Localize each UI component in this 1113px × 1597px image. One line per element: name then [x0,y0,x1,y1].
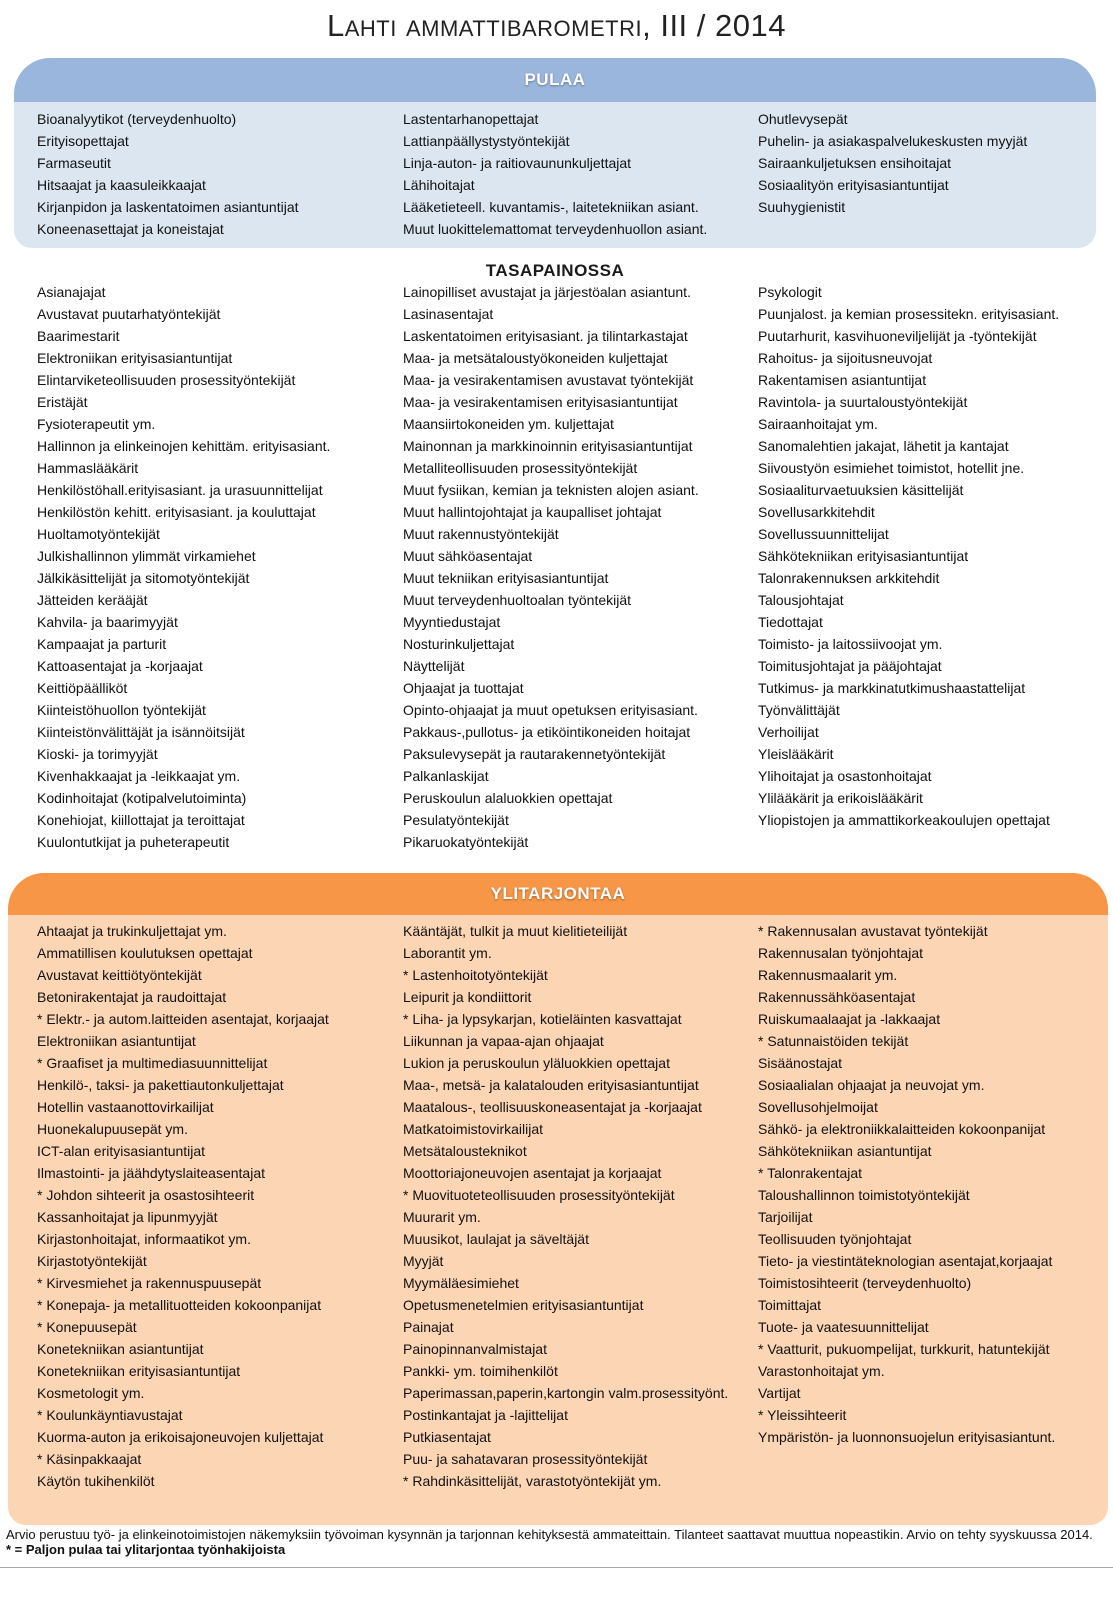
list-item: Siivoustyön esimiehet toimistot, hotellit jne. [758,460,1025,476]
list-item: ICT-alan erityisasiantuntijat [37,1143,206,1159]
list-item: Yliopistojen ja ammattikorkeakoulujen opettajat [758,812,1050,828]
list-item: Rahoitus- ja sijoitusneuvojat [758,350,933,366]
ylitarjontaa-column-3 [758,920,1055,1448]
list-item: * Kirvesmiehet ja rakennuspuusepät [37,1275,262,1291]
list-item: Kattoasentajat ja -korjaajat [37,658,203,674]
footer-note: * = Paljon pulaa tai ylitarjontaa työnhakijoista [6,1542,286,1557]
list-item: Linja-auton- ja raitiovaununkuljettajat [403,155,632,171]
list-item: Ravintola- ja suurtaloustyöntekijät [758,394,968,410]
list-item: Tieto- ja viestintäteknologian asentajat,korjaajat [758,1253,1053,1269]
list-item: Maa- ja metsätaloustyökoneiden kuljettajat [403,350,668,366]
tasapainossa-column-1 [37,281,330,853]
list-item: Sähkötekniikan erityisasiantuntijat [758,548,969,564]
list-item: * Koulunkäyntiavustajat [37,1407,183,1423]
tasapainossa-column-2 [403,281,699,853]
list-item: * Talonrakentajat [758,1165,863,1181]
list-item: Kioski- ja torimyyjät [37,746,158,762]
list-item: Kiinteistöhuollon työntekijät [37,702,206,718]
list-item: Muut fysiikan, kemian ja teknisten alojen asiant. [403,482,699,498]
list-item: Tarjoilijat [758,1209,813,1225]
list-item: Kirjastonhoitajat, informaatikot ym. [37,1231,251,1247]
list-item: Avustavat puutarhatyöntekijät [37,306,221,322]
list-item: Painajat [403,1319,454,1335]
list-item: Psykologit [758,284,822,300]
list-item: Rakentamisen asiantuntijat [758,372,927,388]
list-item: Rakennusalan työnjohtajat [758,945,924,961]
list-item: Sosiaaliturvaetuuksien käsittelijät [758,482,964,498]
list-item: Kiinteistönvälittäjät ja isännöitsijät [37,724,245,740]
list-item: Taloushallinnon toimistotyöntekijät [758,1187,970,1203]
list-item: Hotellin vastaanottovirkailijat [37,1099,214,1115]
list-item: Henkilö-, taksi- ja pakettiautonkuljettajat [37,1077,284,1093]
list-item: Henkilöstöhall.erityisasiant. ja urasuunnittelijat [37,482,323,498]
list-item: Putkiasentajat [403,1429,491,1445]
list-item: Muurarit ym. [403,1209,481,1225]
list-item: Tutkimus- ja markkinatutkimushaastattelijat [758,680,1026,696]
list-item: Konetekniikan asiantuntijat [37,1341,204,1357]
list-item: Tuote- ja vaatesuunnittelijat [758,1319,929,1335]
list-item: Metsätalousteknikot [403,1143,527,1159]
list-item: Nosturinkuljettajat [403,636,515,652]
list-item: Sähkö- ja elektroniikkalaitteiden kokoonpanijat [758,1121,1046,1137]
list-item: Sairaankuljetuksen ensihoitajat [758,155,952,171]
section-header-pulaa [14,58,1096,102]
list-item: Myyntiedustajat [403,614,501,630]
list-item: Työnvälittäjät [758,702,840,718]
list-item: Puutarhurit, kasvihuoneviljelijät ja -työntekijät [758,328,1037,344]
list-item: Sovellussuunnittelijat [758,526,889,542]
list-item: Leipurit ja kondiittorit [403,989,532,1005]
list-item: Keittiöpäälliköt [37,680,128,696]
list-item: Muut terveydenhuoltoalan työntekijät [403,592,632,608]
page-title: Lahti ammattibarometri, III / 2014 [327,8,786,43]
list-item: Muut tekniikan erityisasiantuntijat [403,570,609,586]
list-item: Lasinasentajat [403,306,494,322]
list-item: Toimitusjohtajat ja pääjohtajat [758,658,942,674]
list-item: Rakennusmaalarit ym. [758,967,898,983]
list-item: Elektroniikan erityisasiantuntijat [37,350,233,366]
list-item: Liikunnan ja vapaa-ajan ohjaajat [403,1033,604,1049]
list-item: Ammatillisen koulutuksen opettajat [37,945,253,961]
list-item: Maa-, metsä- ja kalatalouden erityisasiantuntijat [403,1077,699,1093]
list-item: Verhoilijat [758,724,819,740]
section-label-ylitarjontaa: YLITARJONTAA [490,884,626,903]
list-item: Laborantit ym. [403,945,492,961]
section-pulaa [14,58,1096,248]
list-item: Kuulontutkijat ja puheterapeutit [37,834,230,850]
list-item: * Käsinpakkaajat [37,1451,142,1467]
list-item: Ylihoitajat ja osastonhoitajat [758,768,932,784]
list-item: Talonrakennuksen arkkitehdit [758,570,940,586]
section-header-ylitarjontaa [8,873,1108,915]
ylitarjontaa-column-2 [403,920,728,1492]
list-item: Maa- ja vesirakentamisen avustavat työntekijät [403,372,694,388]
list-item: Fysioterapeutit ym. [37,416,156,432]
list-item: Pankki- ym. toimihenkilöt [403,1363,558,1379]
list-item: Eristäjät [37,394,88,410]
list-item: Tiedottajat [758,614,823,630]
list-item: Opetusmenetelmien erityisasiantuntijat [403,1297,644,1313]
list-item: Ohutlevysepät [758,111,848,127]
list-item: Pakkaus-,pullotus- ja etiköintikoneiden hoitajat [403,724,691,740]
list-item: Vartijat [758,1385,801,1401]
list-item: Sosiaalialan ohjaajat ja neuvojat ym. [758,1077,985,1093]
list-item: Elektroniikan asiantuntijat [37,1033,196,1049]
list-item: * Yleissihteerit [758,1407,847,1423]
list-item: Konetekniikan erityisasiantuntijat [37,1363,241,1379]
list-item: Teollisuuden työnjohtajat [758,1231,912,1247]
list-item: Puu- ja sahatavaran prosessityöntekijät [403,1451,648,1467]
list-item: Palkanlaskijat [403,768,489,784]
list-item: Lattianpäällystystyöntekijät [403,133,570,149]
bottom-divider [0,1567,1113,1568]
list-item: Toimittajat [758,1297,822,1313]
list-item: Lainopilliset avustajat ja järjestöalan asiantunt. [403,284,691,300]
list-item: Lääketieteell. kuvantamis-, laitetekniikan asiant. [403,199,699,215]
list-item: Jätteiden kerääjät [37,592,148,608]
list-item: Lähihoitajat [403,177,475,193]
list-item: Ruiskumaalaajat ja -lakkaajat [758,1011,941,1027]
list-item: Painopinnanvalmistajat [403,1341,547,1357]
ylitarjontaa-column-1 [37,920,329,1492]
list-item: Opinto-ohjaajat ja muut opetuksen erityisasiant. [403,702,698,718]
list-item: Varastonhoitajat ym. [758,1363,885,1379]
list-item: Ahtaajat ja trukinkuljettajat ym. [37,923,227,939]
list-item: * Rakennusalan avustavat työntekijät [758,923,988,939]
list-item: * Muovituoteteollisuuden prosessityöntekijät [403,1187,675,1203]
list-item: Muut hallintojohtajat ja kaupalliset johtajat [403,504,662,520]
list-item: Lukion ja peruskoulun yläluokkien opettajat [403,1055,670,1071]
list-item: * Konepuusepät [37,1319,137,1335]
list-item: Hitsaajat ja kaasuleikkaajat [37,177,206,193]
list-item: Laskentatoimen erityisasiant. ja tilintarkastajat [403,328,688,344]
pulaa-column-1 [37,108,299,240]
list-item: Peruskoulun alaluokkien opettajat [403,790,613,806]
section-tasapainossa [14,255,1096,867]
list-item: Sähkötekniikan asiantuntijat [758,1143,932,1159]
list-item: Muusikot, laulajat ja säveltäjät [403,1231,589,1247]
list-item: Talousjohtajat [758,592,844,608]
list-item: Sovellusarkkitehdit [758,504,875,520]
list-item: Rakennussähköasentajat [758,989,916,1005]
list-item: Julkishallinnon ylimmät virkamiehet [37,548,256,564]
list-item: Huonekalupuusepät ym. [37,1121,188,1137]
list-item: Pikaruokatyöntekijät [403,834,529,850]
list-item: Sanomalehtien jakajat, lähetit ja kantajat [758,438,1009,454]
list-item: Kosmetologit ym. [37,1385,145,1401]
list-item: Suuhygienistit [758,199,846,215]
list-item: Postinkantajat ja -lajittelijat [403,1407,568,1423]
tasapainossa-column-3 [758,281,1059,831]
list-item: Kirjanpidon ja laskentatoimen asiantuntijat [37,199,299,215]
list-item: Käytön tukihenkilöt [37,1473,155,1489]
list-item: Muut sähköasentajat [403,548,533,564]
list-item: Ylilääkärit ja erikoislääkärit [758,790,923,806]
list-item: Metalliteollisuuden prosessityöntekijät [403,460,638,476]
list-item: Puhelin- ja asiakaspalvelukeskusten myyjät [758,133,1028,149]
list-item: Sosiaalityön erityisasiantuntijat [758,177,949,193]
list-item: Näyttelijät [403,658,465,674]
list-item: Toimistosihteerit (terveydenhuolto) [758,1275,972,1291]
list-item: Baarimestarit [37,328,120,344]
list-item: Hammaslääkärit [37,460,139,476]
list-item: Paperimassan,paperin,kartongin valm.prosessityönt. [403,1385,729,1401]
list-item: * Johdon sihteerit ja osastosihteerit [37,1187,255,1203]
list-item: Toimisto- ja laitossiivoojat ym. [758,636,943,652]
list-item: Muut luokittelemattomat terveydenhuollon asiant. [403,221,708,237]
list-item: Sovellusohjelmoijat [758,1099,878,1115]
list-item: Kahvila- ja baarimyyjät [37,614,178,630]
list-item: Matkatoimistovirkailijat [403,1121,544,1137]
list-item: Kivenhakkaajat ja -leikkaajat ym. [37,768,241,784]
list-item: Kassanhoitajat ja lipunmyyjät [37,1209,218,1225]
list-item: * Vaatturit, pukuompelijat, turkkurit, hatuntekijät [758,1341,1050,1357]
list-item: Mainonnan ja markkinoinnin erityisasiantuntijat [403,438,693,454]
list-item: Kirjastotyöntekijät [37,1253,147,1269]
list-item: Paksulevysepät ja rautarakennetyöntekijät [403,746,666,762]
list-item: Elintarviketeollisuuden prosessityöntekijät [37,372,296,388]
section-ylitarjontaa [8,873,1108,1525]
list-item: Sairaanhoitajat ym. [758,416,878,432]
list-item: Huoltamotyöntekijät [37,526,160,542]
list-item: Muut rakennustyöntekijät [403,526,559,542]
list-item: Kodinhoitajat (kotipalvelutoiminta) [37,790,247,806]
list-item: Jälkikäsittelijät ja sitomotyöntekijät [37,570,250,586]
section-label-pulaa: PULAA [524,70,586,89]
list-item: Pesulatyöntekijät [403,812,509,828]
list-item: Koneenasettajat ja koneistajat [37,221,224,237]
footer-text: Arvio perustuu työ- ja elinkeinotoimistojen näkemyksiin työvoiman kysynnän ja tarjonnan kehityksestä ammateittain. Tilanteet saattavat muuttua nopeastikin. Arvio on tehty syyskuussa 2014. [6,1527,1093,1542]
list-item: * Rahdinkäsittelijät, varastotyöntekijät ym. [403,1473,662,1489]
list-item: Ohjaajat ja tuottajat [403,680,524,696]
list-item: Myymäläesimiehet [403,1275,519,1291]
list-item: Maa- ja vesirakentamisen erityisasiantuntijat [403,394,678,410]
list-item: Asianajajat [37,284,106,300]
list-item: Farmaseutit [37,155,111,171]
list-item: Erityisopettajat [37,133,129,149]
list-item: Konehiojat, kiillottajat ja teroittajat [37,812,245,828]
list-item: * Graafiset ja multimediasuunnittelijat [37,1055,268,1071]
list-item: Myyjät [403,1253,444,1269]
list-item: * Satunnaistöiden tekijät [758,1033,909,1049]
list-item: * Liha- ja lypsykarjan, kotieläinten kasvattajat [403,1011,682,1027]
list-item: Kääntäjät, tulkit ja muut kielitieteilijät [403,923,628,939]
list-item: * Konepaja- ja metallituotteiden kokoonpanijat [37,1297,322,1313]
list-item: Kuorma-auton ja erikoisajoneuvojen kuljettajat [37,1429,324,1445]
list-item: Ilmastointi- ja jäähdytyslaiteasentajat [37,1165,266,1181]
list-item: Betonirakentajat ja raudoittajat [37,989,227,1005]
pulaa-column-3 [758,108,1027,218]
list-item: Lastentarhanopettajat [403,111,539,127]
section-label-tasapainossa: TASAPAINOSSA [485,261,625,280]
pulaa-column-2 [403,108,707,240]
list-item: Henkilöstön kehitt. erityisasiant. ja kouluttajat [37,504,316,520]
list-item: * Lastenhoitotyöntekijät [403,967,548,983]
list-item: * Elektr.- ja autom.laitteiden asentajat, korjaajat [37,1011,329,1027]
list-item: Bioanalyytikot (terveydenhuolto) [37,111,237,127]
list-item: Moottoriajoneuvojen asentajat ja korjaajat [403,1165,662,1181]
list-item: Ympäristön- ja luonnonsuojelun erityisasiantunt. [758,1429,1056,1445]
list-item: Yleislääkärit [758,746,834,762]
list-item: Maansiirtokoneiden ym. kuljettajat [403,416,614,432]
list-item: Maatalous-, teollisuuskoneasentajat ja -korjaajat [403,1099,702,1115]
list-item: Kampaajat ja parturit [37,636,167,652]
list-item: Sisäänostajat [758,1055,843,1071]
footer [6,1528,1106,1557]
list-item: Hallinnon ja elinkeinojen kehittäm. erityisasiant. [37,438,331,454]
list-item: Puunjalost. ja kemian prosessitekn. erityisasiant. [758,306,1060,322]
list-item: Avustavat keittiötyöntekijät [37,967,202,983]
